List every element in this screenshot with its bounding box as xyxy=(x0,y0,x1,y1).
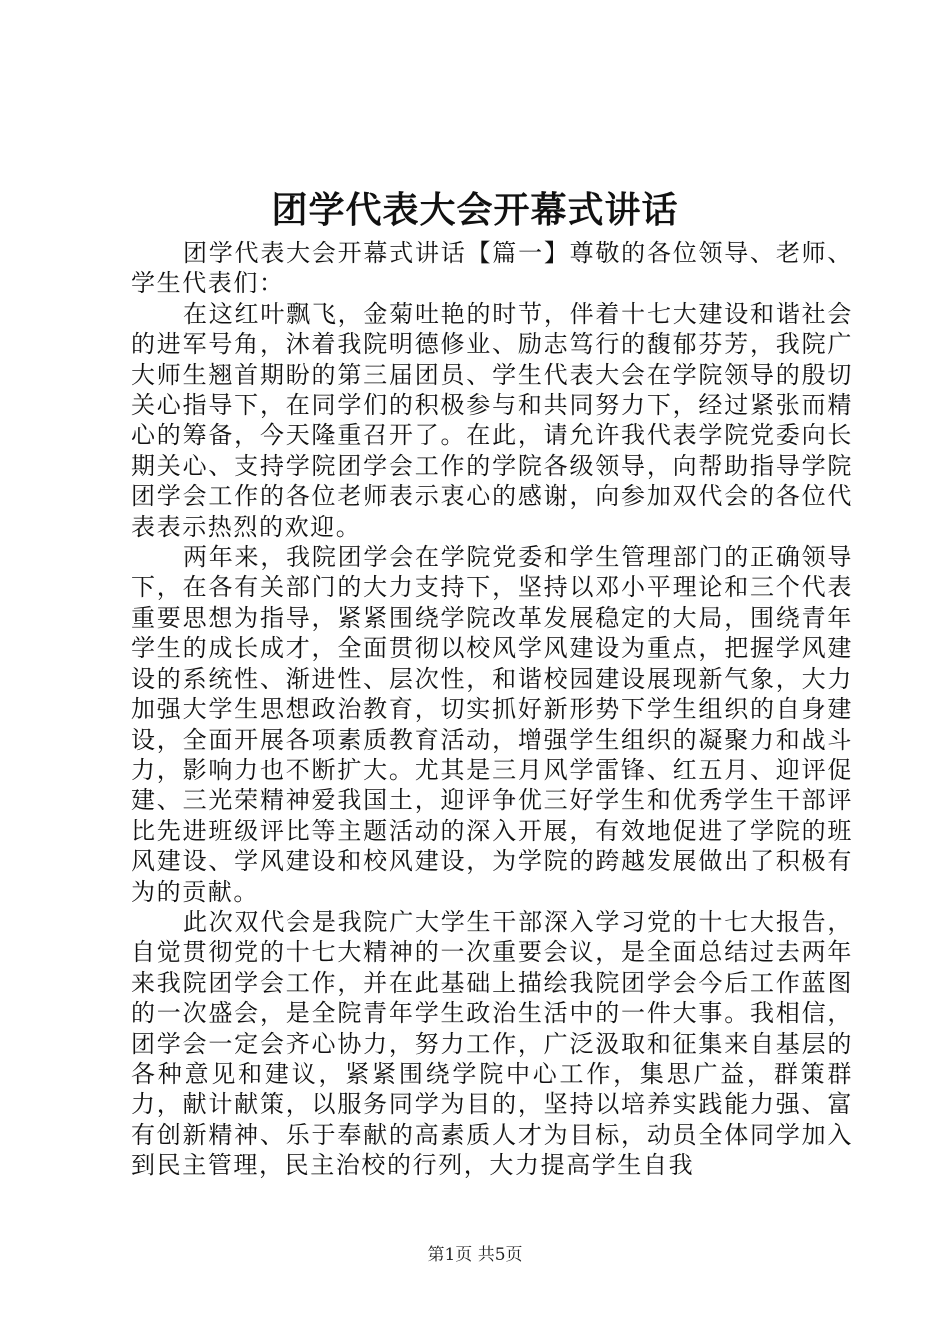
document-body xyxy=(131,238,853,1181)
paragraph-intro: 团学代表大会开幕式讲话【篇一】尊敬的各位领导、老师、学生代表们： xyxy=(131,239,853,298)
paragraph-significance: 此次双代会是我院广大学生干部深入学习党的十七大报告，自觉贯彻党的十七大精神的一次重要会议，是全面总结过去两年来我院团学会工作，并在此基础上描绘我院团学会今后工作蓝图的一次盛会，是全院青年学生政治生活中的一件大事。我相信，团学会一定会齐心协力，努力工作，广泛汲取和征集来自基层的各种意见和建议，紧紧围绕学院中心工作，集思广益，群策群力，献计献策，以服务同学为目的，坚持以培养实践能力强、富有创新精神、乐于奉献的高素质人才为目标，动员全体同学加入到民主管理，民主治校的行列，大力提高学生自我 xyxy=(131,907,853,1180)
paragraph-review: 两年来，我院团学会在学院党委和学生管理部门的正确领导下，在各有关部门的大力支持下，坚持以邓小平理论和三个代表重要思想为指导，紧紧围绕学院改革发展稳定的大局，围绕青年学生的成长成才，全面贯彻以校风学风建设为重点，把握学风建设的系统性、渐进性、层次性，和谐校园建设展现新气象，大力加强大学生思想政治教育，切实抓好新形势下学生组织的自身建设，全面开展各项素质教育活动，增强学生组织的凝聚力和战斗力，影响力也不断扩大。尤其是三月风学雷锋、红五月、迎评促建、三光荣精神爱我国土，迎评争优三好学生和优秀学生干部评比先进班级评比等主题活动的深入开展，有效地促进了学院的班风建设、学风建设和校风建设，为学院的跨越发展做出了积极有为的贡献。 xyxy=(131,543,853,906)
paragraph-opening: 在这红叶飘飞，金菊吐艳的时节，伴着十七大建设和谐社会的进军号角，沐着我院明德修业、励志笃行的馥郁芬芳，我院广大师生翘首期盼的第三届团员、学生代表大会在学院领导的殷切关心指导下，在同学们的积极参与和共同努力下，经过紧张而精心的筹备，今天隆重召开了。在此，请允许我代表学院党委向长期关心、支持学院团学会工作的学院各级领导，向帮助指导学院团学会工作的各位老师表示衷心的感谢，向参加双代会的各位代表表示热烈的欢迎。 xyxy=(131,299,853,541)
document-title: 团学代表大会开幕式讲话 xyxy=(271,189,679,231)
page-number-footer: 第1页 共5页 xyxy=(427,1245,523,1265)
